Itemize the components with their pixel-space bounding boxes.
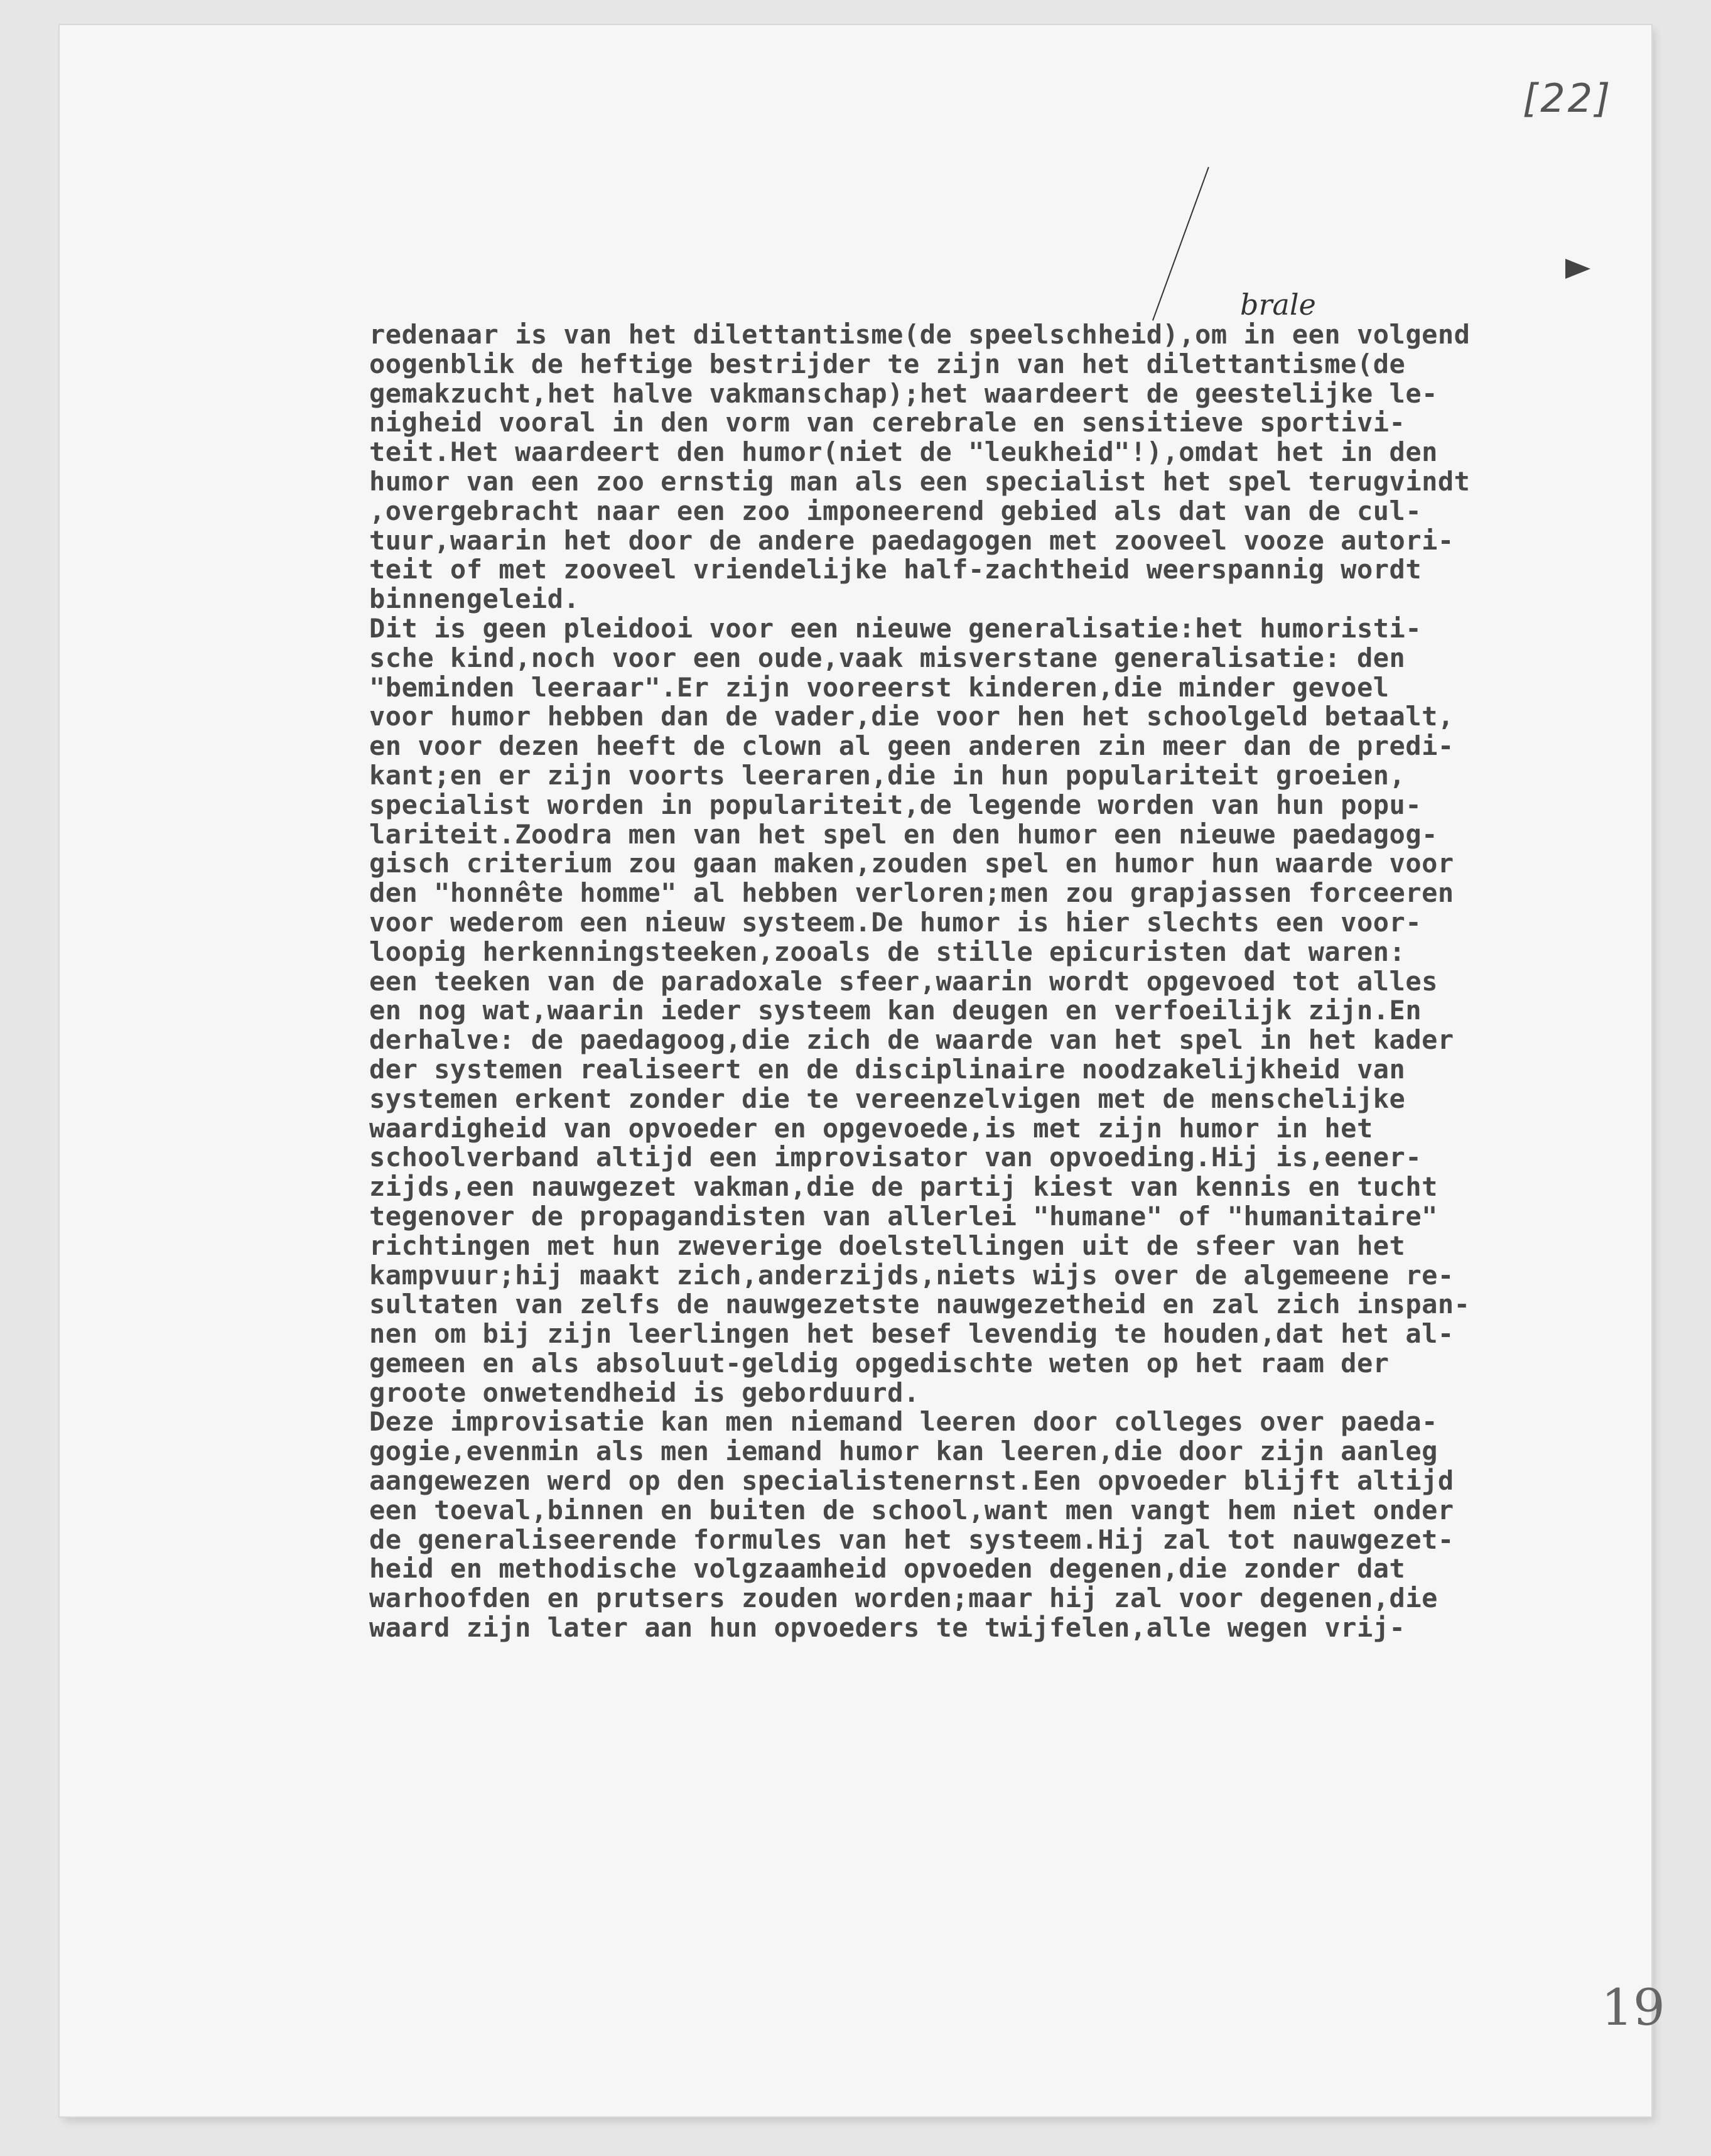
text-line: kant;en er zijn voorts leeraren,die in hun populariteit groeien, — [369, 759, 1406, 791]
text-line: den "honnête homme" al hebben verloren;men zou grapjassen forceeren — [369, 877, 1454, 909]
text-line: specialist worden in populariteit,de legende worden van hun popu- — [369, 789, 1422, 820]
text-line: oogenblik de heftige bestrijder te zijn van het dilettantisme(de — [369, 348, 1406, 379]
text-line: "beminden leeraar".Er zijn vooreerst kinderen,die minder gevoel — [369, 671, 1390, 703]
text-line: groote onwetendheid is geborduurd. — [369, 1377, 920, 1408]
text-line: systemen erkent zonder die te vereenzelvigen met de menschelijke — [369, 1083, 1406, 1114]
text-line: binnengeleid. — [369, 583, 580, 615]
typescript-body — [369, 320, 1688, 1643]
text-line: sultaten van zelfs de nauwgezetste nauwgezetheid en zal zich inspan- — [369, 1289, 1471, 1320]
text-line: de generaliseerende formules van het systeem.Hij zal tot nauwgezet- — [369, 1524, 1454, 1555]
margin-marker-icon — [1565, 259, 1590, 279]
text-line: humor van een zoo ernstig man als een specialist het spel terugvindt — [369, 465, 1471, 497]
text-line: richtingen met hun zweverige doelstellingen uit de sfeer van het — [369, 1230, 1406, 1261]
text-line: nigheid vooral in den vorm van cerebrale en sensitieve sportivi- — [369, 407, 1406, 438]
text-line: en nog wat,waarin ieder systeem kan deugen en verfoeilijk zijn.En — [369, 995, 1422, 1026]
handwritten-annotation: brale — [1240, 288, 1316, 322]
text-line: waard zijn later aan hun opvoeders te twijfelen,alle wegen vrij- — [369, 1612, 1406, 1644]
text-line: teit.Het waardeert den humor(niet de "leukheid"!),omdat het in den — [369, 436, 1438, 468]
text-line: een toeval,binnen en buiten de school,want men vangt hem niet onder — [369, 1494, 1454, 1525]
text-line: redenaar is van het dilettantisme(de speelschheid),om in een volgend — [369, 319, 1471, 350]
text-line: zijds,een nauwgezet vakman,die de partij kiest van kennis en tucht — [369, 1171, 1438, 1203]
text-line: schoolverband altijd een improvisator van opvoeding.Hij is,eener- — [369, 1142, 1422, 1173]
text-line: lariteit.Zoodra men van het spel en den humor een nieuwe paedagog- — [369, 818, 1438, 850]
text-line: gemeen en als absoluut-geldig opgedischte weten op het raam der — [369, 1347, 1390, 1379]
archive-number: [22] — [1523, 75, 1613, 121]
text-line: nen om bij zijn leerlingen het besef levendig te houden,dat het al- — [369, 1318, 1454, 1350]
text-line: heid en methodische volgzaamheid opvoeden degenen,die zonder dat — [369, 1553, 1406, 1584]
text-line: gemakzucht,het halve vakmanschap);het waardeert de geestelijke le- — [369, 377, 1438, 409]
text-line: tegenover de propagandisten van allerlei "humane" of "humanitaire" — [369, 1200, 1438, 1232]
text-line: voor humor hebben dan de vader,die voor hen het schoolgeld betaalt, — [369, 701, 1454, 732]
text-line: gogie,evenmin als men iemand humor kan leeren,die door zijn aanleg — [369, 1436, 1438, 1467]
text-line: Deze improvisatie kan men niemand leeren door colleges over paeda- — [369, 1406, 1438, 1438]
text-line: sche kind,noch voor een oude,vaak misverstane generalisatie: den — [369, 642, 1406, 673]
text-line: teit of met zooveel vriendelijke half-zachtheid weerspannig wordt — [369, 554, 1422, 585]
text-line: der systemen realiseert en de disciplinaire noodzakelijkheid van — [369, 1053, 1406, 1085]
text-line: voor wederom een nieuw systeem.De humor is hier slechts een voor- — [369, 906, 1422, 938]
text-line: waardigheid van opvoeder en opgevoede,is met zijn humor in het — [369, 1112, 1373, 1144]
text-line: tuur,waarin het door de andere paedagogen met zooveel vooze autori- — [369, 524, 1454, 556]
text-line: Dit is geen pleidooi voor een nieuwe generalisatie:het humoristi- — [369, 612, 1422, 644]
text-line: derhalve: de paedagoog,die zich de waarde van het spel in het kader — [369, 1024, 1454, 1056]
text-line: en voor dezen heeft de clown al geen anderen zin meer dan de predi- — [369, 730, 1454, 762]
page-number: 19 — [1601, 1978, 1665, 2037]
text-line: loopig herkenningsteeken,zooals de stille epicuristen dat waren: — [369, 936, 1406, 967]
text-line: warhoofden en prutsers zouden worden;maar hij zal voor degenen,die — [369, 1583, 1438, 1614]
text-line: gisch criterium zou gaan maken,zouden spel en humor hun waarde voor — [369, 848, 1454, 879]
text-line: ,overgebracht naar een zoo imponeerend gebied als dat van de cul- — [369, 495, 1422, 526]
text-line: aangewezen werd op den specialistenernst.Een opvoeder blijft altijd — [369, 1465, 1454, 1497]
text-line: kampvuur;hij maakt zich,anderzijds,niets wijs over de algemeene re- — [369, 1259, 1454, 1291]
annotation-stroke — [1152, 167, 1209, 321]
text-line: een teeken van de paradoxale sfeer,waarin wordt opgevoed tot alles — [369, 965, 1438, 997]
